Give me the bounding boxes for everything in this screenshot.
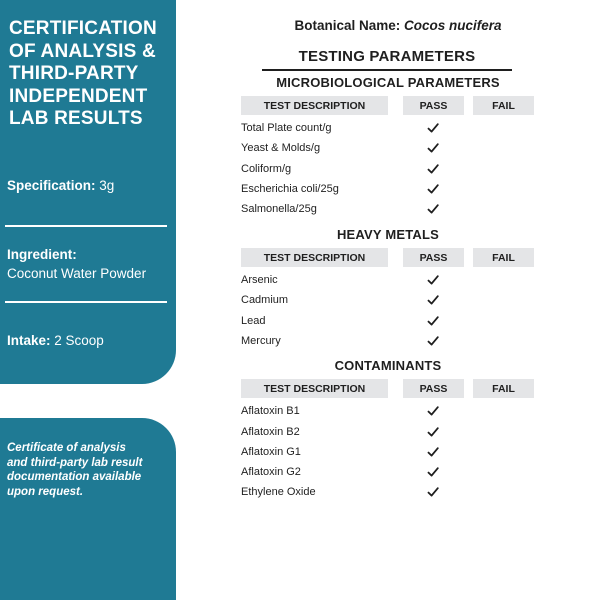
botanical-value: Cocos nucifera bbox=[404, 18, 502, 33]
header-pass: PASS bbox=[403, 96, 464, 115]
checkmark-icon bbox=[427, 122, 439, 134]
checkmark-icon bbox=[427, 163, 439, 175]
test-row-label: Aflatoxin G1 bbox=[241, 446, 301, 458]
header-test-description: TEST DESCRIPTION bbox=[241, 248, 388, 267]
intake-value: 2 Scoop bbox=[54, 333, 104, 348]
test-row-label: Ethylene Oxide bbox=[241, 486, 316, 498]
header-fail: FAIL bbox=[473, 379, 534, 398]
test-row-label: Escherichia coli/25g bbox=[241, 183, 339, 195]
header-pass: PASS bbox=[403, 248, 464, 267]
botanical-label: Botanical Name: bbox=[294, 18, 401, 33]
checkmark-icon bbox=[427, 294, 439, 306]
header-pass: PASS bbox=[403, 379, 464, 398]
title-underline bbox=[262, 69, 512, 71]
checkmark-icon bbox=[427, 426, 439, 438]
checkmark-icon bbox=[427, 183, 439, 195]
test-row-label: Aflatoxin G2 bbox=[241, 466, 301, 478]
test-row-label: Arsenic bbox=[241, 274, 278, 286]
test-row-label: Coliform/g bbox=[241, 163, 292, 175]
ingredient-value: Coconut Water Powder bbox=[7, 266, 147, 281]
test-row-label: Aflatoxin B2 bbox=[241, 426, 300, 438]
section-title: HEAVY METALS bbox=[336, 227, 440, 242]
header-test-description: TEST DESCRIPTION bbox=[241, 96, 388, 115]
sidebar-title-line: CERTIFICATION bbox=[9, 18, 157, 39]
header-fail: FAIL bbox=[473, 96, 534, 115]
header-test-description: TEST DESCRIPTION bbox=[241, 379, 388, 398]
sidebar-divider bbox=[5, 301, 167, 303]
checkmark-icon bbox=[427, 142, 439, 154]
test-row-label: Mercury bbox=[241, 335, 281, 347]
header-fail: FAIL bbox=[473, 248, 534, 267]
sidebar-title-line: LAB RESULTS bbox=[9, 108, 143, 129]
intake-row bbox=[7, 333, 104, 348]
specification-row bbox=[7, 178, 114, 193]
specification-label: Specification: bbox=[7, 178, 96, 193]
checkmark-icon bbox=[427, 274, 439, 286]
sidebar-divider bbox=[5, 225, 167, 227]
botanical-name bbox=[248, 18, 548, 33]
section-title: MICROBIOLOGICAL PARAMETERS bbox=[276, 75, 500, 90]
note-line: and third-party lab result bbox=[7, 456, 143, 469]
test-row-label: Salmonella/25g bbox=[241, 203, 317, 215]
note-line: documentation available bbox=[7, 471, 142, 484]
test-row-label: Lead bbox=[241, 315, 266, 327]
checkmark-icon bbox=[427, 335, 439, 347]
checkmark-icon bbox=[427, 446, 439, 458]
checkmark-icon bbox=[427, 405, 439, 417]
specification-value: 3g bbox=[99, 178, 115, 193]
test-row-label: Aflatoxin B1 bbox=[241, 405, 300, 417]
testing-parameters-title: TESTING PARAMETERS bbox=[298, 48, 476, 65]
section-title: CONTAMINANTS bbox=[334, 358, 442, 373]
note-line: upon request. bbox=[7, 485, 84, 498]
test-row-label: Yeast & Molds/g bbox=[241, 142, 321, 154]
test-row-label: Total Plate count/g bbox=[241, 122, 332, 134]
sidebar-bottom-panel bbox=[0, 418, 176, 600]
sidebar-title-line: OF ANALYSIS & bbox=[9, 40, 156, 62]
intake-label: Intake: bbox=[7, 333, 51, 348]
note-line: Certificate of analysis bbox=[7, 442, 126, 454]
checkmark-icon bbox=[427, 203, 439, 215]
checkmark-icon bbox=[427, 486, 439, 498]
checkmark-icon bbox=[427, 315, 439, 327]
sidebar-title-line: INDEPENDENT bbox=[9, 85, 148, 107]
sidebar-top-panel bbox=[0, 0, 176, 384]
checkmark-icon bbox=[427, 466, 439, 478]
sidebar-title bbox=[9, 18, 174, 131]
test-row-label: Cadmium bbox=[241, 294, 289, 306]
availability-note bbox=[7, 441, 172, 499]
sidebar-title-line: THIRD-PARTY bbox=[9, 63, 139, 84]
ingredient-label: Ingredient: bbox=[7, 247, 77, 262]
